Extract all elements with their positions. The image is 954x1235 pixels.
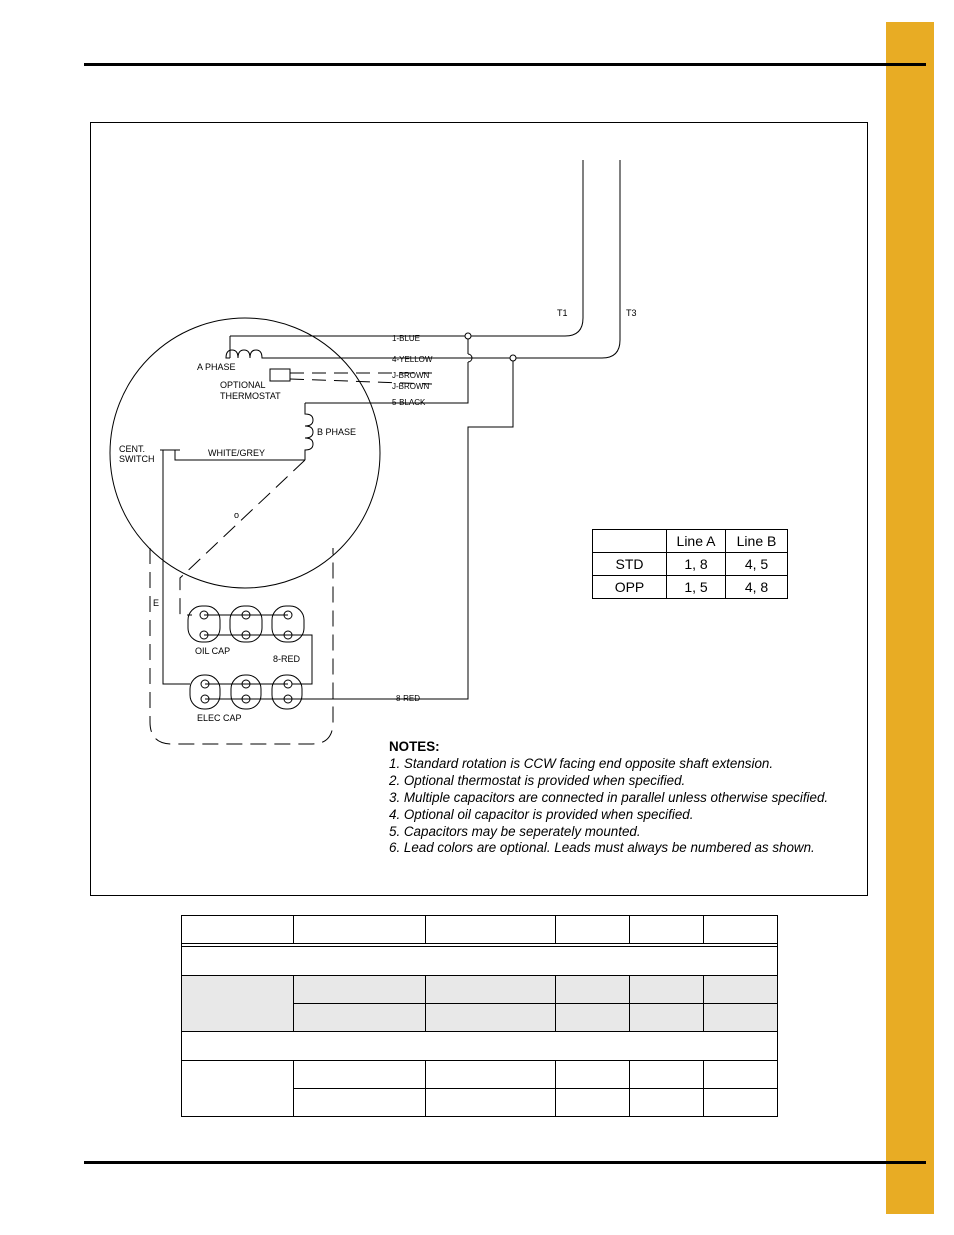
cent-switch-label-1: CENT. <box>119 444 146 454</box>
table-cell <box>182 916 294 944</box>
table-header-cell: Line B <box>726 530 788 553</box>
a-phase-label: A PHASE <box>197 362 236 372</box>
table-header-cell <box>593 530 667 553</box>
table-cell <box>293 976 425 1004</box>
e-mark-label: E <box>153 598 160 608</box>
blue-lead-label: 1-BLUE <box>392 334 421 343</box>
table-cell <box>704 976 778 1004</box>
table-row <box>182 916 778 944</box>
cent-switch-label-2: SWITCH <box>119 454 155 464</box>
table-cell <box>556 1089 630 1117</box>
o-mark-label: o <box>234 510 240 520</box>
b-phase-label: B PHASE <box>317 427 357 437</box>
switch-dashed-link <box>180 460 305 615</box>
red-cap-label: 8-RED <box>273 654 301 664</box>
section-row <box>182 947 778 976</box>
red-lead <box>288 358 513 699</box>
notes-title: NOTES: <box>389 739 440 754</box>
table-cell <box>704 1061 778 1089</box>
table-cell: 1, 8 <box>667 553 726 576</box>
table-row <box>593 530 788 553</box>
brown-lead-label-2: J-BROWN <box>392 382 430 391</box>
b-phase-winding <box>305 403 313 460</box>
oil-capacitors <box>188 606 312 684</box>
elec-capacitors <box>190 675 302 709</box>
table-cell <box>293 1089 425 1117</box>
spec-table <box>181 915 778 1117</box>
table-cell: OPP <box>593 576 667 599</box>
thermostat-label-2: THERMOSTAT <box>220 391 281 401</box>
table-cell: 4, 8 <box>726 576 788 599</box>
table-row <box>593 576 788 599</box>
white-grey-label: WHITE/GREY <box>208 448 266 458</box>
table-cell <box>293 916 425 944</box>
thermostat-label-1: OPTIONAL <box>220 380 266 390</box>
table-cell <box>182 976 294 1032</box>
oil-cap-label: OIL CAP <box>195 646 231 656</box>
notes-block <box>389 739 828 857</box>
table-cell <box>630 1061 704 1089</box>
table-cell <box>556 1061 630 1089</box>
table-cell <box>425 1089 556 1117</box>
table-row <box>182 1032 778 1061</box>
table-row <box>182 1061 778 1089</box>
table-cell <box>630 1004 704 1032</box>
table-cell <box>425 976 556 1004</box>
table-cell: 1, 5 <box>667 576 726 599</box>
t3-supply-line <box>513 160 620 358</box>
note-item: 3. Multiple capacitors are connected in parallel unless otherwise specified. <box>389 789 829 805</box>
table-cell: 4, 5 <box>726 553 788 576</box>
table-cell <box>556 1004 630 1032</box>
table-header-cell: Line A <box>667 530 726 553</box>
table-cell <box>556 916 630 944</box>
black-lead-label: 5-BLACK <box>392 398 426 407</box>
t3-label: T3 <box>626 308 637 318</box>
red-lead-label: 8-RED <box>396 694 421 703</box>
table-cell <box>630 976 704 1004</box>
note-item: 5. Capacitors may be seperately mounted. <box>389 823 641 839</box>
elec-cap-label: ELEC CAP <box>197 713 242 723</box>
table-cell: STD <box>593 553 667 576</box>
thermostat-symbol <box>270 369 290 381</box>
section-row <box>182 1032 778 1061</box>
table-cell <box>425 916 556 944</box>
table-cell <box>630 916 704 944</box>
table-cell <box>293 1061 425 1089</box>
t1-label: T1 <box>557 308 568 318</box>
table-cell <box>704 1089 778 1117</box>
t1-supply-line <box>230 160 583 336</box>
table-row <box>182 947 778 976</box>
note-item: 1. Standard rotation is CCW facing end opposite shaft extension. <box>389 755 774 771</box>
e-lead <box>163 450 190 684</box>
table-cell <box>182 1061 294 1117</box>
table-cell <box>425 1004 556 1032</box>
table-cell <box>556 976 630 1004</box>
note-item: 2. Optional thermostat is provided when specified. <box>389 772 686 788</box>
table-cell <box>293 1004 425 1032</box>
table-cell <box>704 1004 778 1032</box>
table-cell <box>425 1061 556 1089</box>
note-item: 6. Lead colors are optional. Leads must always be numbered as shown. <box>389 840 815 856</box>
table-cell <box>704 916 778 944</box>
yellow-lead-label: 4-YELLOW <box>392 355 433 364</box>
junction-t3 <box>510 355 516 361</box>
note-item: 4. Optional oil capacitor is provided when specified. <box>389 806 694 822</box>
table-row <box>593 553 788 576</box>
junction-t1 <box>465 333 471 339</box>
rotation-connection-table <box>592 529 788 599</box>
table-row <box>182 976 778 1004</box>
table-cell <box>630 1089 704 1117</box>
brown-lead-label-1: J-BROWN <box>392 371 430 380</box>
